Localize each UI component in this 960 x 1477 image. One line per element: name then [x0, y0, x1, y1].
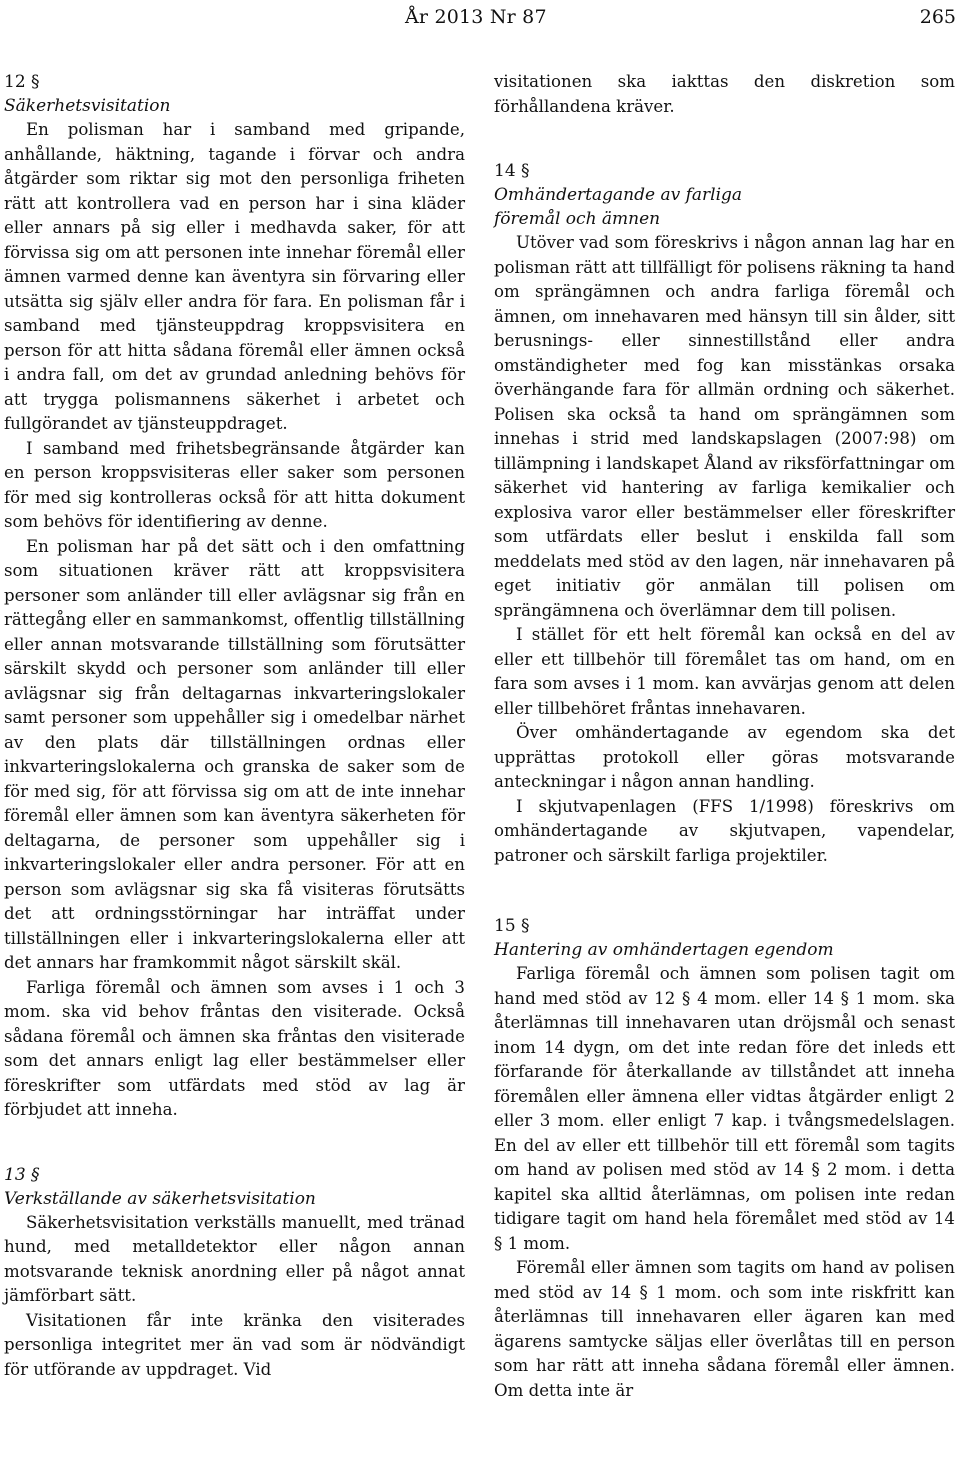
section-15-number: 15 §: [494, 916, 530, 936]
left-column: [4, 70, 465, 1382]
section-12-title: Säkerhetsvisitation: [4, 96, 171, 116]
right-column: [494, 70, 955, 1403]
page-number: 265: [919, 6, 956, 28]
spacer: [494, 119, 955, 159]
paragraph: Visitationen får inte kränka den visiterades personliga integritet mer än vad som är nödvändigt för utförande av uppdraget. Vid: [4, 1310, 465, 1379]
section-13-number: 13 §: [4, 1164, 40, 1185]
paragraph: I samband med frihetsbegränsande åtgärder kan en person kroppsvisiteras eller saker som personen för med sig kontrolleras också för att hitta dokument som behövs för identifiering av denne.: [4, 438, 465, 531]
paragraph: Farliga föremål och ämnen som avses i 1 och 3 mom. ska vid behov fråntas den visiterade. Också sådana föremål och ämnen ska fråntas den visiterade som det annars enligt lag eller bestämmelser eller föreskrifter som utfärdats med stöd av lag är förbjudet att inneha.: [4, 977, 465, 1119]
paragraph: Farliga föremål och ämnen som polisen tagit om hand med stöd av 12 § 4 mom. eller 14 § 1 mom. ska återlämnas till innehavaren utan dröjsmål och senast inom 14 dygn, om det inte redan före det inleds ett förfarande för återkallande av tillståndet att inneha föremålen eller ämnena eller vidtas åtgärder enligt 2 eller 3 mom. eller enligt 7 kap. i tvångsmedelslagen. En del av eller ett tillbehör till ett föremål som tagits om hand av polisen med stöd av 14 § 2 mom. i detta kapitel ska alltid återlämnas, om polisen inte redan tidigare tagit om hand hela föremålet med stöd av 14 § 1 mom.: [494, 964, 955, 1253]
section-14-title-line2: föremål och ämnen: [494, 209, 661, 229]
paragraph: Utöver vad som föreskrivs i någon annan lag har en polisman rätt att tillfälligt för polisens räkning ta hand om sprängämnen och andra farliga föremål och ämnen, om innehavaren med hänsyn till sin ålder, sitt berusnings- eller sinnestillstånd eller andra omständigheter med fog kan misstänkas orsaka överhängande fara för allmän ordning och säkerhet. Polisen ska också ta hand om sprängämnen som innehas i strid med landskapslagen (2007:98) om tillämpning i landskapet Åland av riksförfattningar om säkerhet vid hantering av farliga kemikalier och explosiva varor eller bestämmelser eller föreskrifter som utfärdats eller beslut i enskilda fall som meddelats med stöd av den lagen, när innehavaren på eget initiativ gör anmälan till polisen om sprängämnena och överlämnar dem till polisen.: [494, 233, 955, 620]
section-14-title-line1: Omhändertagande av farliga: [494, 185, 743, 205]
paragraph: Föremål eller ämnen som tagits om hand av polisen med stöd av 14 § 1 mom. och som inte riskfritt kan återlämnas till innehavaren eller ägaren kan med ägarens samtycke säljas eller överlåtas till en person som har rätt att inneha sådana föremål eller ämnen. Om detta inte är: [494, 1258, 955, 1400]
paragraph: Säkerhetsvisitation verkställs manuellt, med tränad hund, med metalldetektor eller någon annan motsvarande teknisk anordning eller på något annat jämförbart sätt.: [4, 1212, 465, 1305]
spacer: [4, 1123, 465, 1163]
paragraph: Över omhändertagande av egendom ska det upprättas protokoll eller göras motsvarande anteckningar i någon annan handling.: [494, 723, 955, 791]
section-15-title: Hantering av omhändertagen egendom: [494, 940, 834, 960]
paragraph: En polisman har i samband med gripande, anhållande, häktning, tagande i förvar och andra åtgärder som riktar sig mot den personliga friheten rätt att kontrollera vad en person har i sina kläder eller annars på sig eller i medhavda saker, för att förvissa sig om att personen inte innehar föremål eller ämnen varmed denne kan äventyra sin förvaring eller utsätta sig själv eller andra för fara. En polisman får i samband med tjänsteuppdrag kroppsvisitera en person för att hitta sådana föremål eller ämnen också i andra fall, om det av grundad anledning behövs för att trygga polismannens säkerhet i arbetet och fullgörandet av tjänsteuppdraget.: [4, 120, 465, 433]
section-13-title: Verkställande av säkerhetsvisitation: [4, 1188, 316, 1209]
paragraph: I skjutvapenlagen (FFS 1/1998) föreskrivs om omhändertagande av skjutvapen, vapendelar, patroner och särskilt farliga projektiler.: [494, 796, 955, 865]
paragraph: I stället för ett helt föremål kan också en del av eller ett tillbehör till föremålet tas om hand, om en fara som avses i 1 mom. kan avvärjas genom att delen eller tillbehöret fråntas innehavaren.: [494, 625, 955, 718]
section-14-number: 14 §: [494, 161, 530, 181]
page-header: [0, 6, 960, 38]
journal-issue: År 2013 Nr 87: [405, 6, 547, 28]
spacer: [494, 868, 955, 914]
paragraph: En polisman har på det sätt och i den omfattning som situationen kräver rätt att kroppsvisitera personer som anländer till eller avlägsnar sig från en rättegång eller en sammankomst, offentlig tillställning eller annan motsvarande tillställning som förutsätter särskilt skydd och personer som anländer till eller avlägsnar sig från deltagarnas inkvarteringslokaler samt personer som uppehåller sig i omedelbar närhet av den plats där tillställningen ordnas eller inkvarteringslokalerna och granska de saker som de för med sig, för att förvissa sig om att de inte innehar föremål eller ämnen som kan äventyra säkerheten för deltagarna, de personer som uppehåller sig i inkvarteringslokaler eller andra personer. För att en person som avlägsnar sig ska få visiteras förutsätts det att ordningsstörningar har inträffat under tillställningen eller i inkvarteringslokalerna eller att det annars har framkommit något särskilt skäl.: [4, 536, 465, 972]
section-12-number: 12 §: [4, 72, 40, 92]
paragraph: visitationen ska iakttas den diskretion som förhållandena kräver.: [494, 72, 955, 116]
